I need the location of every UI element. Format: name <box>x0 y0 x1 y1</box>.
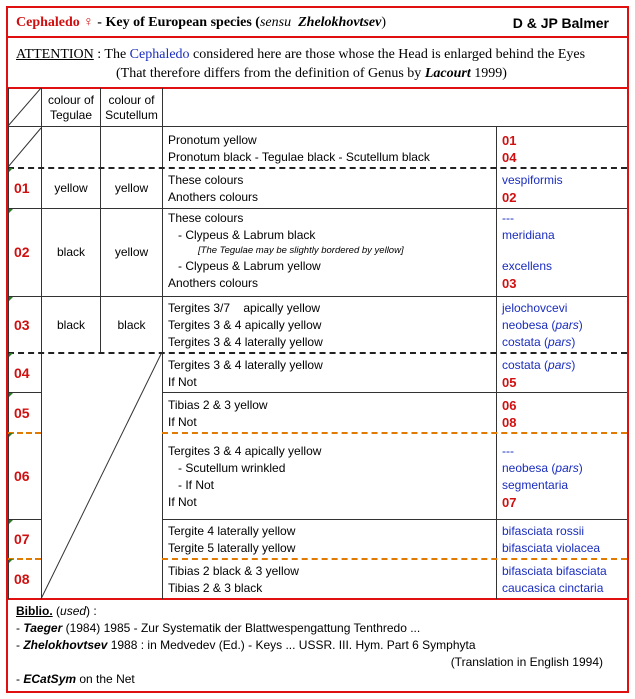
female-symbol: ♀ <box>83 15 94 30</box>
row02-desc-2: - Clypeus & Labrum black <box>178 228 316 242</box>
row06-desc-1: Tergites 3 & 4 apically yellow <box>168 444 322 458</box>
row02-goto[interactable]: 03 <box>502 276 517 291</box>
biblio-used: used <box>60 604 87 618</box>
row03-desc-2: Tergites 3 & 4 apically yellow <box>168 318 322 332</box>
biblio-translation: (Translation in English 1994) <box>450 655 603 669</box>
row07-desc <box>168 523 295 557</box>
row03-number: 03 <box>14 317 30 333</box>
row05-desc-2: If Not <box>168 415 197 429</box>
row05-goto-2[interactable]: 08 <box>502 415 517 430</box>
row04-desc <box>168 357 323 391</box>
row02-spacer <box>502 244 555 258</box>
biblio-author-1: Taeger <box>23 621 63 635</box>
biblio-text-2: 1988 : in Medvedev (Ed.) - Keys ... USSR. III. Hym. Part 6 Symphyta <box>107 638 476 652</box>
row08-result <box>502 563 607 597</box>
row06-desc <box>168 443 321 511</box>
sensu-author: Zhelokhovtsev <box>298 15 382 30</box>
row01-desc-2: Anothers colours <box>168 190 259 204</box>
biblio-colon: : <box>90 604 97 618</box>
cell-tick <box>9 559 13 563</box>
row02-desc-3: - Clypeus & Labrum yellow <box>178 259 321 273</box>
row02-note: [The Tegulae may be slightly bordered by yellow] <box>198 245 404 256</box>
cell-tick <box>9 297 13 301</box>
biblio-entry-1: - Taeger (1984) 1985 - Zur Systematik der Blattwespengattung Tenthredo ... <box>16 621 421 635</box>
row03-desc-1: Tergites 3/7 apically yellow <box>168 301 321 315</box>
attention-line2-author: Lacourt <box>424 66 471 81</box>
row08-desc-1: Tibias 2 black & 3 yellow <box>168 564 299 578</box>
row06-desc-4: If Not <box>168 495 197 509</box>
row02-species-1[interactable]: meridiana <box>502 228 555 242</box>
row01-result <box>502 172 563 206</box>
attention-text2: considered here are those whose the Head is enlarged behind the Eyes <box>189 47 586 62</box>
row0-desc-2: Pronotum black - Tegulae black - Scutellum black <box>168 150 430 164</box>
row02-species-2[interactable]: excellens <box>502 259 553 273</box>
row08-desc <box>168 563 299 597</box>
biblio-author-3: ECatSym <box>23 672 77 686</box>
row04-species-line: costata (pars) <box>502 358 576 372</box>
biblio-entry-2: - Zhelokhovtsev 1988 : in Medvedev (Ed.) - Keys ... USSR. III. Hym. Part 6 Symphyta <box>16 638 476 652</box>
genus-name: Cephaledo <box>16 15 80 30</box>
row04-pars: pars <box>548 358 572 372</box>
row06-pars: pars <box>555 461 579 475</box>
row06-species-2[interactable]: segmentaria <box>502 478 569 492</box>
row06-species-1-line: neobesa (pars) <box>502 461 583 475</box>
key-title <box>16 15 386 31</box>
row08-species-2[interactable]: caucasica cinctaria <box>502 581 604 595</box>
row05-goto-1[interactable]: 06 <box>502 398 517 413</box>
row01-species[interactable]: vespiformis <box>502 173 563 187</box>
row03-species-2-line: neobesa (pars) <box>502 318 583 332</box>
row06-goto[interactable]: 07 <box>502 495 517 510</box>
row07-result <box>502 523 600 557</box>
row03-scutellum: black <box>117 318 146 332</box>
row01-goto[interactable]: 02 <box>502 190 517 205</box>
header-divider <box>6 36 629 38</box>
row04-result <box>502 357 575 391</box>
title-close: ) <box>381 15 386 30</box>
row04-species[interactable]: costata <box>502 358 541 372</box>
col-header-tegulae <box>42 93 100 123</box>
col-header-scutellum <box>101 93 162 123</box>
attention-line2-a: (That therefore differs from the definition of Genus by <box>116 66 425 81</box>
row06-species-1[interactable]: neobesa <box>502 461 549 475</box>
row07-species-1[interactable]: bifasciata rossii <box>502 524 585 538</box>
row02-desc-1: These colours <box>168 211 244 225</box>
row0-result <box>502 132 516 166</box>
row04-goto[interactable]: 05 <box>502 375 517 390</box>
biblio-text-1: (1984) 1985 - Zur Systematik der Blattwespengattung Tenthredo ... <box>62 621 421 635</box>
row06-result <box>502 443 583 511</box>
cell-tick <box>9 520 13 524</box>
row06-desc-2: - Scutellum wrinkled <box>178 461 286 475</box>
row05-desc-1: Tibias 2 & 3 yellow <box>168 398 268 412</box>
row01-tegulae: yellow <box>54 181 88 195</box>
row03-species-3[interactable]: costata <box>502 335 541 349</box>
row02-result <box>502 210 555 292</box>
row03-pars-1: pars <box>555 318 579 332</box>
row07-number: 07 <box>14 531 30 547</box>
biblio-author-2: Zhelokhovtsev <box>23 638 108 652</box>
row08-number: 08 <box>14 571 30 587</box>
row03-species-3-line: costata (pars) <box>502 335 576 349</box>
col-header-scutellum-l1: colour of <box>108 93 155 107</box>
row01-desc <box>168 172 258 206</box>
biblio-heading: Biblio. (used) : <box>16 604 97 618</box>
attention-line2 <box>16 64 621 83</box>
key-text: - Key of European species ( <box>93 15 260 30</box>
row05-desc <box>168 397 268 431</box>
attention-line2-b: 1999) <box>470 66 507 81</box>
key-table <box>8 88 627 599</box>
row01-number: 01 <box>14 180 30 196</box>
row03-desc-3: Tergites 3 & 4 laterally yellow <box>168 335 323 349</box>
row0-goto-2[interactable]: 04 <box>502 150 517 165</box>
row0-goto-1[interactable]: 01 <box>502 133 517 148</box>
row07-desc-2: Tergite 5 laterally yellow <box>168 541 296 555</box>
attention-label: ATTENTION <box>16 47 94 62</box>
row0-desc <box>168 132 430 166</box>
col-header-tegulae-l1: colour of <box>47 93 95 107</box>
row07-species-2[interactable]: bifasciata violacea <box>502 541 601 555</box>
row06-desc-3: - If Not <box>178 478 215 492</box>
row03-pars-2: pars <box>548 335 572 349</box>
row01-desc-1: These colours <box>168 173 244 187</box>
biblio-text-3: on the Net <box>76 672 135 686</box>
row05-number: 05 <box>14 405 30 421</box>
cell-tick <box>9 209 13 213</box>
row02-dash: --- <box>502 211 514 225</box>
col-header-scutellum-l2: Scutellum <box>105 108 158 122</box>
biblio-title: Biblio. <box>16 604 53 618</box>
row03-result <box>502 300 583 351</box>
row06-number: 06 <box>14 468 30 484</box>
row04-number: 04 <box>14 365 30 381</box>
row02-desc-4: Anothers colours <box>168 276 259 290</box>
row08-species-1[interactable]: bifasciata bifasciata <box>502 564 607 578</box>
row0-desc-1: Pronotum yellow <box>168 133 257 147</box>
attention-genus: Cephaledo <box>129 47 190 62</box>
row02-number: 02 <box>14 244 30 260</box>
authors: D & JP Balmer <box>512 15 609 31</box>
row02-desc <box>168 210 404 292</box>
row06-dash: --- <box>502 444 514 458</box>
attention-note <box>16 45 621 83</box>
cell-tick <box>9 433 13 437</box>
row04-desc-1: Tergites 3 & 4 laterally yellow <box>168 358 323 372</box>
row05-result <box>502 397 516 431</box>
row07-desc-1: Tergite 4 laterally yellow <box>168 524 296 538</box>
attention-text1: : The <box>93 47 130 62</box>
row02-scutellum: yellow <box>114 245 149 259</box>
col-header-tegulae-l2: Tegulae <box>49 108 93 122</box>
cell-tick <box>9 393 13 397</box>
row03-tegulae: black <box>56 318 85 332</box>
row01-scutellum: yellow <box>114 181 149 195</box>
row03-desc <box>168 300 323 351</box>
row03-species-2[interactable]: neobesa <box>502 318 549 332</box>
cell-tick <box>9 168 13 172</box>
cell-tick <box>9 353 13 357</box>
sensu-text: sensu <box>259 15 292 30</box>
row03-species-1[interactable]: jelochovcevi <box>502 301 568 315</box>
row02-tegulae: black <box>56 245 85 259</box>
row08-desc-2: Tibias 2 & 3 black <box>168 581 263 595</box>
row04-desc-2: If Not <box>168 375 197 389</box>
biblio-entry-3: - ECatSym on the Net <box>16 672 135 686</box>
bibliography <box>16 603 621 688</box>
